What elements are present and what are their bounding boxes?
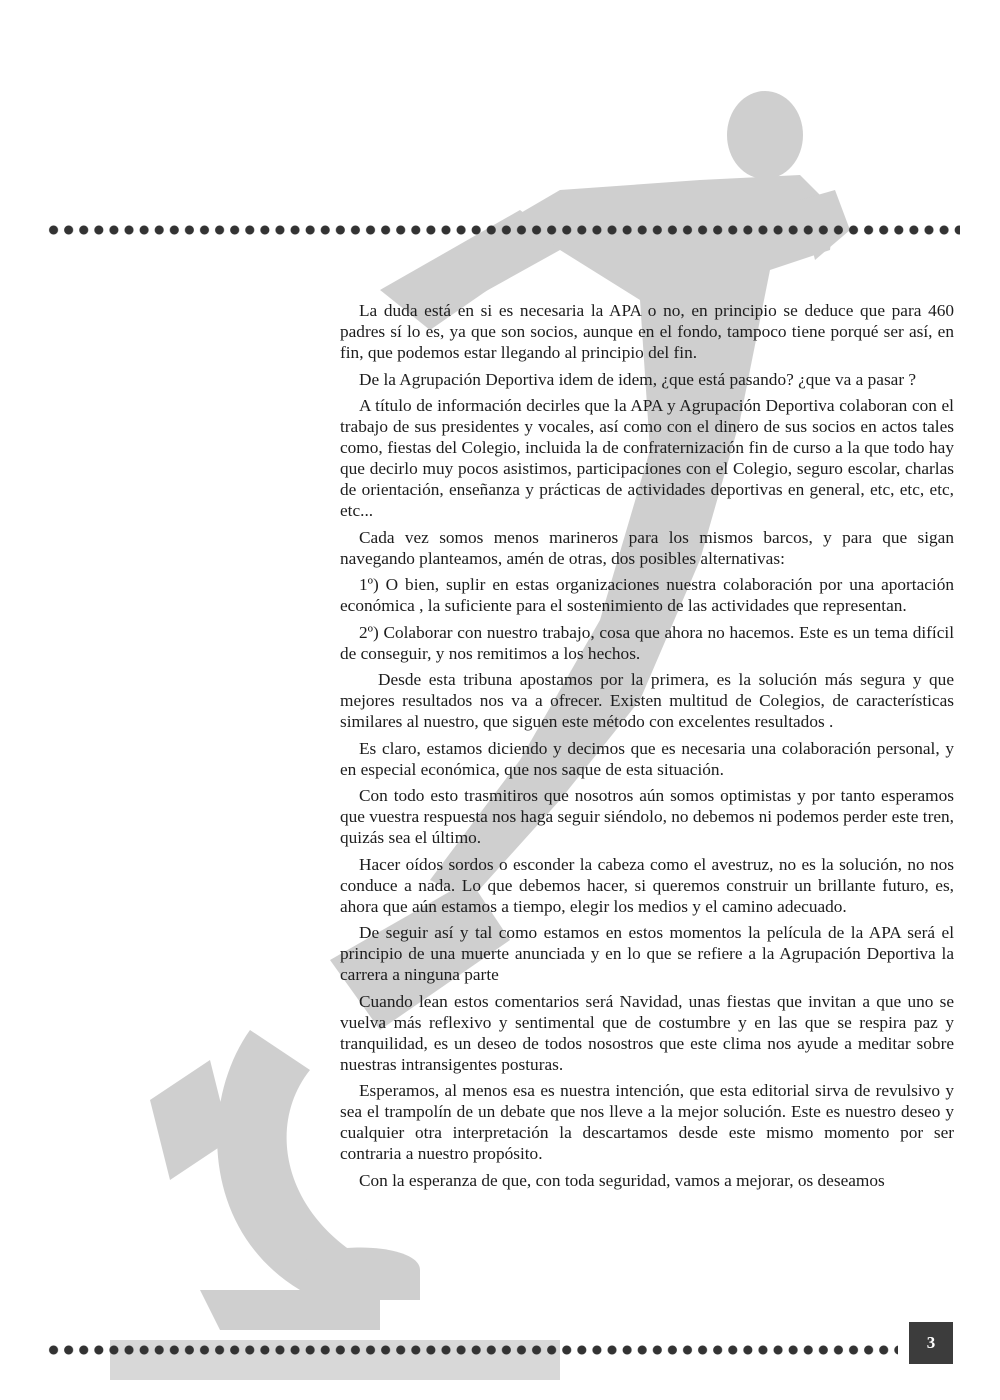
paragraph: La duda está en si es necesaria la APA o no, en principio se deduce que para 460 padres sí lo es, ya que son socios, aunque en el fondo, tampoco tiene porqué ser así, en fin, que podemos estar llegando al principio del fin.: [340, 301, 954, 362]
paragraph: 2º) Colaborar con nuestro trabajo, cosa que ahora no hacemos. Este es un tema difícil de conseguir, y nos remitimos a los hechos.: [340, 622, 954, 663]
paragraph: Con la esperanza de que, con toda seguridad, vamos a mejorar, os deseamos: [359, 1170, 885, 1190]
paragraph: Cuando lean estos comentarios será Navidad, unas fiestas que invitan a que uno se vuelva más reflexivo y sentimental que de costumbre y en las que se respira paz y tranquilidad, es un deseo de todos nosostros que este clima nos ayude a meditar sobre nuestras intransigentes posturas.: [340, 991, 954, 1074]
top-dotted-rule: [46, 224, 960, 236]
paragraph: De la Agrupación Deportiva idem de idem, ¿que está pasando? ¿que va a pasar ?: [359, 369, 917, 389]
paragraph: Con todo esto trasmitiros que nosotros aún somos optimistas y por tanto esperamos que vuestra respuesta nos haga seguir siéndolo, no debemos ni podemos perder este tren, quizás sea el último.: [340, 786, 954, 847]
paragraph: A título de información decirles que la APA y Agrupación Deportiva colaboran con el trabajo de sus presidentes y vocales, así como con el dinero de sus socios en actos tales como, fiestas del Colegio, incluida la de confraternización fin de curso a la que todo hay que decirlo muy pocos asistimos, participaciones con el Colegio, seguro escolar, charlas de orientación, enseñanza y prácticas de actividades deportivas en general, etc, etc, etc, etc...: [340, 396, 954, 520]
paragraph: Hacer oídos sordos o esconder la cabeza como el avestruz, no es la solución, no nos conduce a nada. Lo que debemos hacer, si queremos construir un brillante futuro, es, ahora que aún estamos a tiempo, elegir los medios y el camino adecuado.: [340, 854, 954, 916]
page-number: 3: [909, 1322, 953, 1364]
bottom-dotted-rule: [46, 1344, 898, 1356]
paragraph: Cada vez somos menos marineros para los mismos barcos, y para que sigan navegando planteamos, amén de otras, dos posibles alternativas:: [340, 527, 954, 568]
paragraph: Desde esta tribuna apostamos por la primera, es la solución más segura y que mejores resultados nos va a ofrecer. Existen multitud de Colegios, de características similares al nuestro, que siguen este método con excelentes resultados .: [340, 670, 954, 731]
editorial-body: [340, 300, 954, 1196]
paragraph: Esperamos, al menos esa es nuestra intención, que esta editorial sirva de revulsivo y sea el trampolín de un debate que nos lleve a la mejor solución. Este es nuestro deseo y cualquier otra interpretación la descartamos desde este mismo momento por ser contraria a nuestro propósito.: [340, 1081, 954, 1163]
paragraph: De seguir así y tal como estamos en estos momentos la película de la APA será el principio de una muerte anunciada y en lo que se refiere a la Agrupación Deportiva la carrera a ninguna parte: [340, 923, 954, 984]
paragraph: Es claro, estamos diciendo y decimos que es necesaria una colaboración personal, y en especial económica, que nos saque de esta situación.: [340, 738, 954, 779]
paragraph: 1º) O bien, suplir en estas organizaciones nuestra colaboración por una aportación económica , la suficiente para el sostenimiento de las actividades que representan.: [340, 575, 954, 615]
